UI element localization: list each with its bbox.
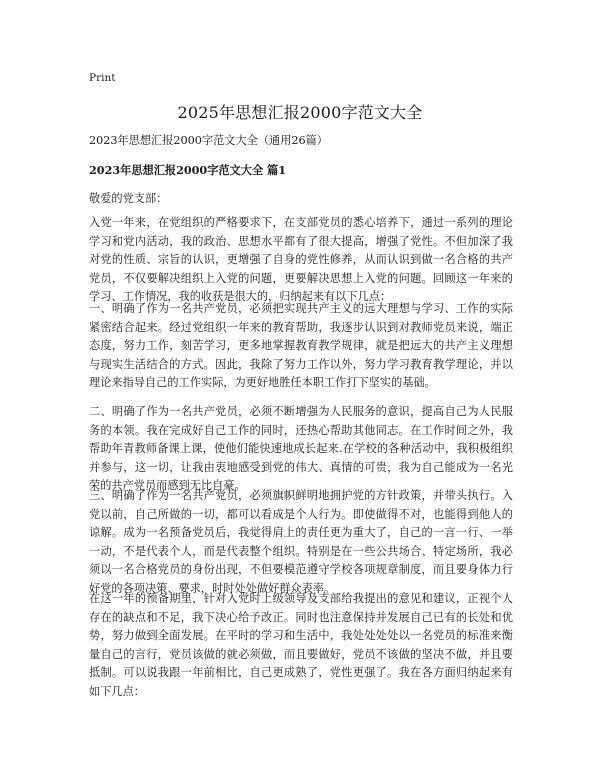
print-link[interactable]: Print [89,72,116,84]
body-paragraph-1: 入党一年来，在党组织的严格要求下，在支部党员的悉心培养下，通过一系列的理论学习和党内活动，我的政治、思想水平都有了很大提高，增强了党性。不但加深了我对党的性质、宗旨的认识，更增强了自身的党性修养，从而认识到做一名合格的共产党员，不仅要解决组织上入党的问题，更要解决思想上入党的问题。回顾这一年来的学习、工作情况，我的收获是很大的，归纳起来有以下几点： [89,216,513,303]
document-subtitle: 2023年思想汇报2000字范文大全（通用26篇） [89,134,328,147]
body-paragraph-3: 二、明确了作为一名共产党员，必须不断增强为人民服务的意识，提高自己为人民服务的本领。我在完成好自己工作的同时，还热心帮助其他同志。在工作时间之外，我帮助年青教师备课上课，使他们能快速地成长起来.在学校的各种活动中，我积极组织并参与，这一切，让我由衷地感受到党的伟大、真情的可贵，我为自己能成为一名光荣的共产党员而感到无比自豪。 [89,405,513,492]
body-paragraph-5: 在这一年的预备期里，针对入党时上级领导及支部给我提出的意见和建议，正视个人存在的缺点和不足，我下决心给予改正。同时也注意保持并发展自己已有的长处和优势，努力做到全面发展。在平时的学习和生活中，我处处处处以一名党员的标准来衡量自己的言行，党员该做的就必须做，而且要做好，党员不该做的坚决不做，并且要抵制。可以说我跟一年前相比，自己更成熟了，党性更强了。我在各方面归纳起来有如下几点： [89,592,513,698]
section-heading: 2023年思想汇报2000字范文大全 篇1 [89,163,287,177]
body-paragraph-4: 三、明确了作为一名共产党员，必须旗帜鲜明地拥护党的方针政策，并带头执行。入党以前，自己所做的一切，都可以看成是个人行为。即使做得不对，也能得到他人的谅解。成为一名预备党员后，我觉得肩上的责任更为重大了，自己的一言一行、一举一动，不是代表个人，而是代表整个组织。特别是在一些公共场合、特定场所，我必须以一名合格党员的身份出现，不但要模范遵守学校各项规章制度，而且要身体力行好党的各项决策、要求，时时处处做好群众表率。 [89,489,513,595]
greeting-line: 敬爱的党支部： [89,192,168,205]
body-paragraph-2: 一、明确了作为一名共产党员，必须把实现共产主义的远大理想与学习、工作的实际紧密结合起来。经过党组织一年来的教育帮助，我逐步认识到对教师党员来说，端正态度，努力工作，刻苦学习，更多地掌握教育教学规律，就是把远大的共产主义理想与现实生活结合的方式。因此，我除了努力工作以外，努力学习教育教学理论，并以理论来指导自己的工作实际，为更好地胜任本职工作打下坚实的基础。 [89,302,513,389]
document-title: 2025年思想汇报2000字范文大全 [177,103,423,122]
